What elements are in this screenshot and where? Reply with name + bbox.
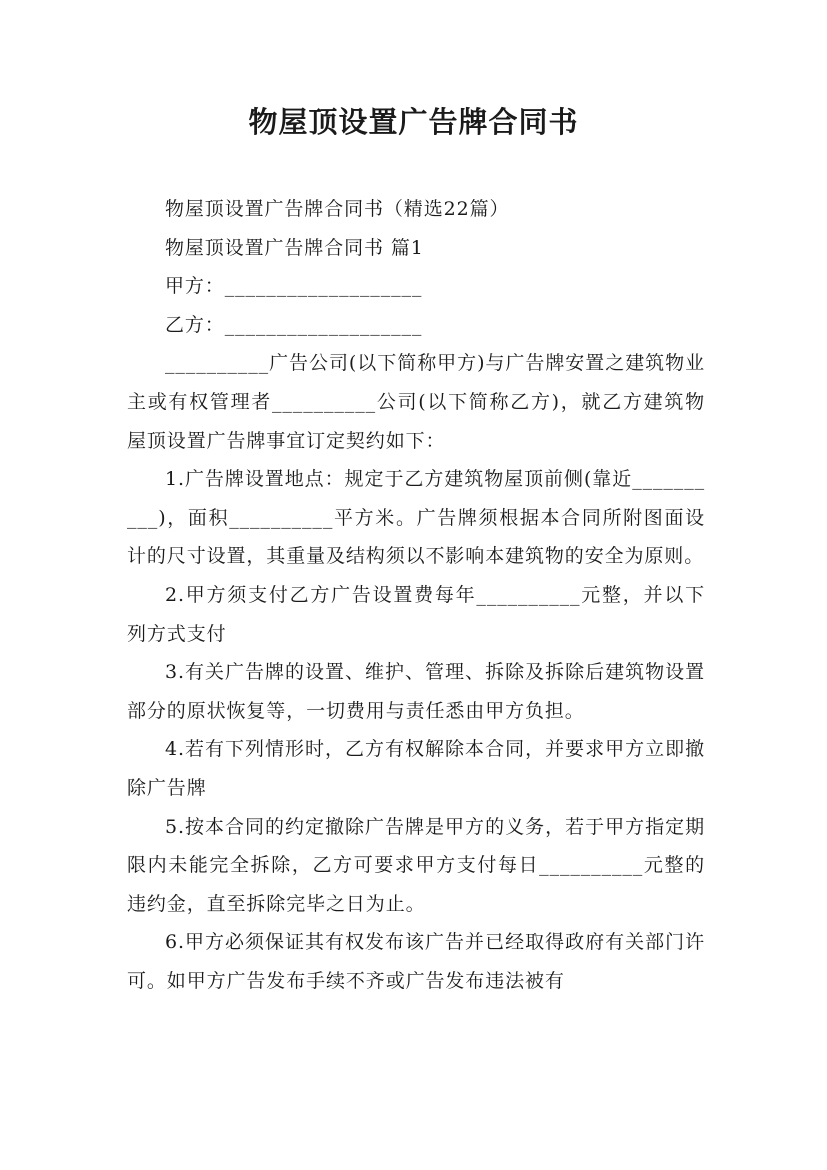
document-body [127,190,705,1000]
clause-2: 2.甲方须支付乙方广告设置费每年__________元整，并以下列方式支付 [127,583,705,645]
party-b-line: 乙方：___________________ [165,313,423,336]
document-title: 物屋顶设置广告牌合同书 [248,105,579,139]
clause-1: 1.广告牌设置地点：规定于乙方建筑物屋顶前侧(靠近__________)，面积__________平方米。广告牌须根据本合同所附图面设计的尺寸设置，其重量及结构须以不影响本建筑物的安全为原则。 [127,468,705,568]
clause-6: 6.甲方必须保证其有权发布该广告并已经取得政府有关部门许可。如甲方广告发布手续不齐或广告发布违法被有 [127,931,705,992]
subtitle-line: 物屋顶设置广告牌合同书（精选22篇） [165,198,510,220]
party-a-line: 甲方：___________________ [165,275,423,298]
clause-4: 4.若有下列情形时，乙方有权解除本合同，并要求甲方立即撤除广告牌 [127,738,705,799]
intro-paragraph: __________广告公司(以下简称甲方)与广告牌安置之建筑物业主或有权管理者__________公司(以下简称乙方)，就乙方建筑物屋顶设置广告牌事宜订定契约如下： [127,352,705,452]
section-heading: 物屋顶设置广告牌合同书 篇1 [165,236,424,259]
clause-5: 5.按本合同的约定撤除广告牌是甲方的义务，若于甲方指定期限内未能完全拆除，乙方可要求甲方支付每日__________元整的违约金，直至拆除完毕之日为止。 [127,815,705,915]
clause-3: 3.有关广告牌的设置、维护、管理、拆除及拆除后建筑物设置部分的原状恢复等，一切费用与责任悉由甲方负担。 [127,661,705,722]
